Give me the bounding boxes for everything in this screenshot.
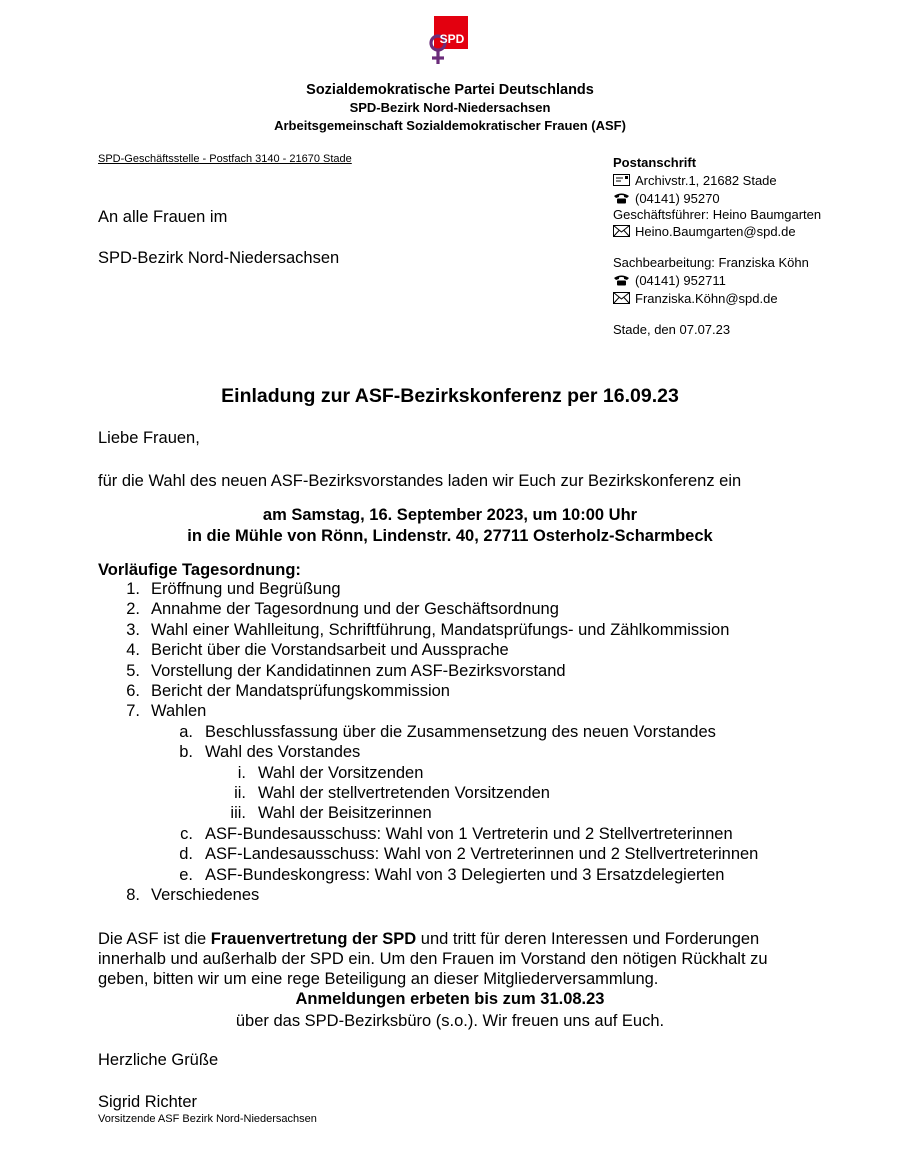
letter-icon (613, 173, 630, 185)
agenda-item-text: Eröffnung und Begrüßung (151, 580, 341, 598)
agenda-item-text: Annahme der Tagesordnung und der Geschäftsordnung (151, 600, 559, 618)
manager-text: Geschäftsführer: Heino Baumgarten (613, 207, 822, 222)
phone-row-2 (613, 272, 726, 289)
agenda-item-number: c. (180, 825, 193, 843)
agenda-item-number: 7. (126, 702, 140, 720)
spd-asf-logo (426, 16, 470, 66)
org-working-group: Arbeitsgemeinschaft Sozialdemokratischer Frauen (ASF) (274, 118, 626, 133)
address-text: Archivstr.1, 21682 Stade (635, 173, 777, 188)
phone-row-1 (613, 190, 720, 207)
org-district: SPD-Bezirk Nord-Niedersachsen (349, 100, 551, 115)
agenda-item-text: Wahl der Vorsitzenden (258, 764, 424, 782)
agenda-item-number: 5. (126, 662, 140, 680)
phone-icon (613, 273, 630, 285)
agenda-item-number: 4. (126, 641, 140, 659)
agenda-item-text: Wahl einer Wahlleitung, Schriftführung, Mandatsprüfungs- und Zählkommission (151, 621, 730, 639)
sender-address-line: SPD-Geschäftsstelle - Postfach 3140 - 21670 Stade (98, 153, 352, 165)
agenda-item-number: ii. (234, 784, 246, 802)
body-line-1: Die ASF ist die Frauenvertretung der SPD und tritt für deren Interessen und Forderungen (98, 930, 760, 948)
agenda-item-number: d. (179, 845, 193, 863)
agenda-item-text: ASF-Bundesausschuss: Wahl von 1 Vertreterin und 2 Stellvertreterinnen (205, 825, 733, 843)
letter-date: Stade, den 07.07.23 (613, 322, 731, 337)
agenda-item-text: Wahlen (151, 702, 207, 720)
salutation: Liebe Frauen, (98, 429, 200, 447)
agenda-item-text: Wahl der stellvertretenden Vorsitzenden (258, 784, 550, 802)
agenda-item-number: 8. (126, 886, 140, 904)
agenda-item-text: Verschiedenes (151, 886, 260, 904)
agenda-item-number: e. (179, 866, 193, 884)
email-row-2 (613, 290, 778, 307)
agenda-item-text: Wahl der Beisitzerinnen (258, 804, 432, 822)
address-row (613, 172, 777, 189)
recipient-line-1: An alle Frauen im (98, 208, 228, 226)
recipient-line-2: SPD-Bezirk Nord-Niedersachsen (98, 249, 340, 267)
subject-heading: Einladung zur ASF-Bezirkskonferenz per 16.09.23 (221, 385, 679, 407)
email-text-1[interactable]: Heino.Baumgarten@spd.de (635, 224, 796, 239)
agenda-item-text: Bericht der Mandatsprüfungskommission (151, 682, 450, 700)
event-location: in die Mühle von Rönn, Lindenstr. 40, 27711 Osterholz-Scharmbeck (187, 527, 713, 545)
agenda-item-text: Wahl des Vorstandes (205, 743, 361, 761)
agenda-item-number: a. (179, 723, 193, 741)
agenda-item-number: iii. (230, 804, 246, 822)
logo-text: SPD (439, 32, 465, 46)
agenda-item-text: Beschlussfassung über die Zusammensetzung des neuen Vorstandes (205, 723, 716, 741)
intro-text: für die Wahl des neuen ASF-Bezirksvorstandes laden wir Euch zur Bezirkskonferenz ein (98, 472, 742, 490)
email-text-2[interactable]: Franziska.Köhn@spd.de (635, 291, 778, 306)
agenda-item-text: ASF-Landesausschuss: Wahl von 2 Vertreterinnen und 2 Stellvertreterinnen (205, 845, 759, 863)
phone-icon (613, 191, 630, 203)
emphasis-women-representation: Frauenvertretung der SPD (210, 930, 417, 948)
envelope-icon (613, 224, 630, 236)
closing-greeting: Herzliche Grüße (98, 1051, 219, 1069)
agenda-item-number: 2. (126, 600, 140, 618)
agenda-item-number: 3. (126, 621, 140, 639)
agenda-title: Vorläufige Tagesordnung: (98, 561, 301, 579)
envelope-icon (613, 291, 630, 303)
agenda-item-number: b. (179, 743, 193, 761)
clerk-text: Sachbearbeitung: Franziska Köhn (613, 255, 809, 270)
registration-via: über das SPD-Bezirksbüro (s.o.). Wir freuen uns auf Euch. (235, 1012, 665, 1030)
agenda-item-number: 6. (126, 682, 140, 700)
agenda-item-number: 1. (126, 580, 140, 598)
event-date: am Samstag, 16. September 2023, um 10:00 Uhr (262, 506, 638, 524)
email-row-1 (613, 223, 796, 240)
phone-text-2: (04141) 952711 (635, 273, 726, 288)
agenda-item-text: Vorstellung der Kandidatinnen zum ASF-Bezirksvorstand (151, 662, 566, 680)
body-line-2: innerhalb und außerhalb der SPD ein. Um den Frauen im Vorstand den nötigen Rückhalt zu (98, 950, 768, 968)
signature-name: Sigrid Richter (98, 1093, 198, 1111)
agenda-item-text: ASF-Bundeskongress: Wahl von 3 Delegierten und 3 Ersatzdelegierten (205, 866, 725, 884)
contact-heading: Postanschrift (613, 155, 697, 170)
agenda-item-text: Bericht über die Vorstandsarbeit und Aussprache (151, 641, 509, 659)
signature-title: Vorsitzende ASF Bezirk Nord-Niedersachsen (98, 1113, 317, 1125)
body-line-3: geben, bitten wir um eine rege Beteiligung an dieser Mitgliederversammlung. (98, 970, 659, 988)
registration-deadline: Anmeldungen erbeten bis zum 31.08.23 (295, 990, 605, 1008)
phone-text-1: (04141) 95270 (635, 191, 720, 206)
org-name: Sozialdemokratische Partei Deutschlands (306, 82, 594, 98)
agenda-item-number: i. (237, 764, 246, 782)
